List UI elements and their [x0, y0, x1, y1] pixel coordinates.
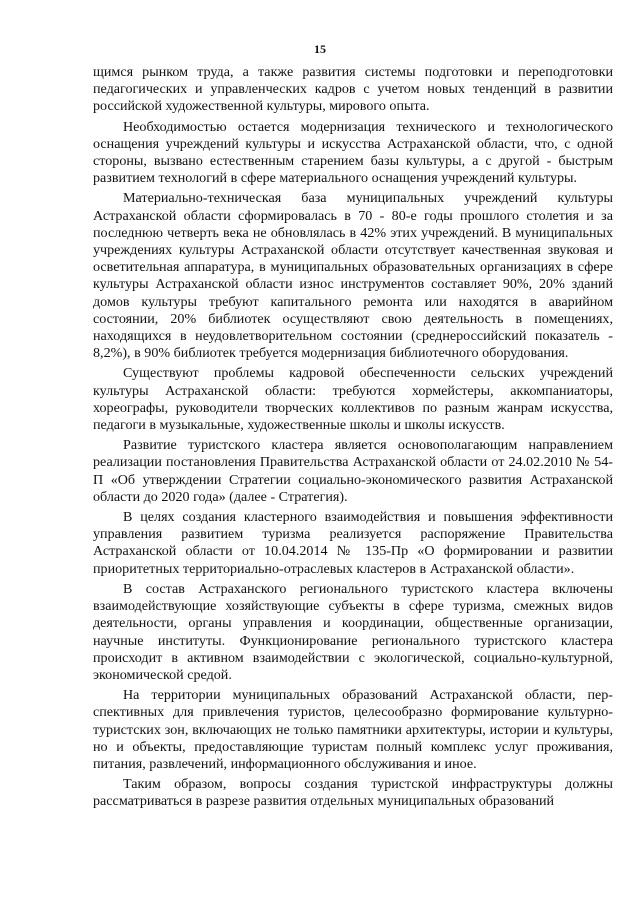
paragraph-tourist-cluster: Развитие туристского кластера является основополагающим направлением реализации постановления Правительства Астраханской области от 24.02.2010 № 54-П «Об утверждении Стратегии социально-экономического развития Астраханской области до 2020 года» (далее - Стратегия). [93, 437, 613, 505]
page-number: 15 [314, 42, 326, 56]
paragraph-staffing: Существуют проблемы кадровой обеспеченности сельских учреждений культуры Астраханской области: требуются хормейстеры, аккомпаниаторы, хореографы, руководители творческих коллективов по разным жанрам искусства, педагоги в музыкальные, художественные школы и школы искусств. [93, 365, 613, 434]
paragraph-cluster-interaction: В целях создания кластерного взаимодействия и повышения эффективности управления развитием туризма реализуется распоряжение Правительства Астраханской области от 10.04.2014 № 135-Пр «О формировании и развитии приоритетных территориально-отраслевых кластеров в Астраханской области». [93, 509, 613, 577]
paragraph-infrastructure: Таким образом, вопросы создания туристской инфраструктуры должны рассматриваться в разрезе развития отдельных муниципальных образований [93, 776, 613, 810]
paragraph-material-base: Материально-техническая база муниципальных учреждений культуры Астраханской области сформировалась в 70 - 80-е годы прошлого столетия и за последнюю четверть века не обновлялась в 42% этих учреждений. В муниципальных учреждениях культуры Астраханской области отсутствует качественная звуковая и осветительная аппаратура, в муниципальных образовательных организациях в сфере культуры Астраханской области износ инструментов составляет 90%, 20% зданий домов культуры требуют капитального ремонта или находятся в аварийном состоянии, 20% библиотек осуществляют свою деятельность в помещениях, находящихся в неудовлетворительном состоянии (среднероссийский показатель - 8,2%), в 90% библиотек требуется модернизация библиотечного оборудования. [93, 190, 613, 362]
body-text [93, 64, 613, 811]
paragraph-cultural-tourist-zones: На территории муниципальных образований Астраханской области, перспективных для привлечения туристов, целесообразно формирование культурно-туристских зон, включающих не только памятники архитектуры, истории и культуры, но и объекты, предоставляющие туристам полный комплекс услуг проживания, питания, развлечений, информационного обслуживания и иное. [93, 687, 613, 772]
paragraph-modernization: Необходимостью остается модернизация технического и технологического оснащения учреждений культуры и искусства Астраханской области, что, с одной стороны, вызвано естественным старением базы культуры, а с другой - быстрым развитием технологий в сфере материального оснащения учреждений культуры. [93, 118, 613, 187]
paragraph-continuation: щимся рынком труда, а также развития системы подготовки и переподготовки педагогических и управленческих кадров с учетом новых тенденций в развитии российской художественной культуры, мирового опыта. [93, 64, 613, 115]
paragraph-cluster-composition: В состав Астраханского регионального туристского кластера включены взаимодействующие хозяйствующие субъекты в сфере туризма, смежных видов деятельности, органы управления и координации, общественные организации, научные институты. Функционирование регионального туристского кластера происходит в активном взаимодействии с экологической, социально-культурной, экономической средой. [93, 580, 613, 683]
